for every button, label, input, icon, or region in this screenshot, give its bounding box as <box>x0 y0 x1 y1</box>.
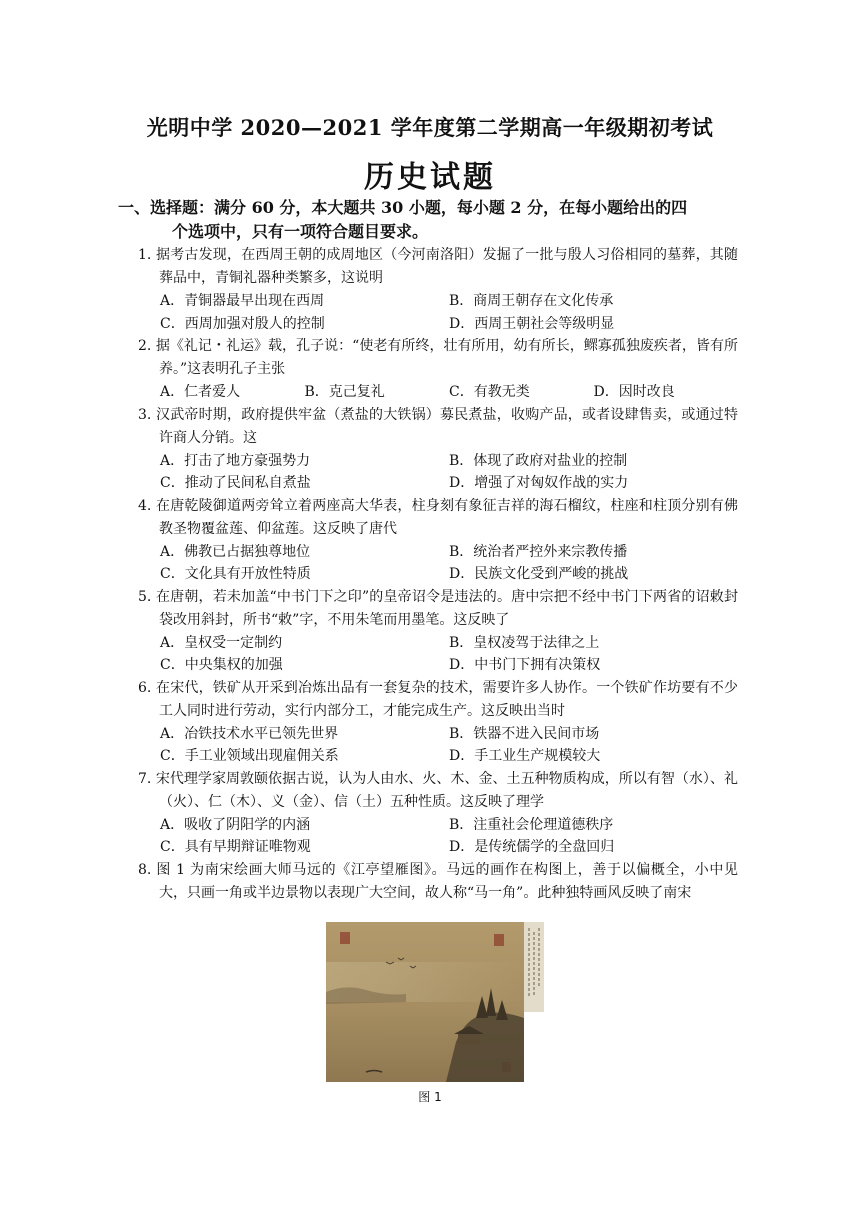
option-a: A．仁者爱人 <box>160 384 241 400</box>
option-d: D．西周王朝社会等级明显 <box>449 315 615 332</box>
option-c: C．具有早期辩证唯物观 <box>160 839 311 855</box>
option-b: B．注重社会伦理道德秩序 <box>449 816 614 833</box>
option-c: C．西周加强对殷人的控制 <box>160 315 325 332</box>
option-a: A．皇权受一定制约 <box>160 634 283 651</box>
option-b: B．铁器不进入民间市场 <box>449 725 600 742</box>
option-c: C．有教无类 <box>449 384 530 400</box>
painting-figure <box>326 922 544 1082</box>
question-stem: 2. 据《礼记・礼运》载，孔子说：“使老有所终，壮有所用，幼有所长，鳏寡孤独废疾者，皆有所养。”这表明孔子主张 <box>138 338 738 377</box>
option-a: A．冶铁技术水平已领先世界 <box>160 725 339 742</box>
option-c: C．手工业领域出现雇佣关系 <box>160 748 339 764</box>
option-group <box>138 381 738 404</box>
option-group <box>138 632 738 677</box>
option-d: D．中书门下拥有决策权 <box>449 657 601 673</box>
question-4 <box>138 495 738 586</box>
question-8 <box>138 859 738 905</box>
seal-stamp-2 <box>494 934 504 946</box>
option-d: D．是传统儒学的全盘回归 <box>449 839 615 855</box>
section-heading <box>118 196 766 244</box>
question-5 <box>138 586 738 677</box>
subject-title: 历史试题 <box>364 160 496 195</box>
option-b: B．克己复礼 <box>304 384 385 400</box>
option-d: D．民族文化受到严峻的挑战 <box>449 566 629 582</box>
question-7 <box>138 768 738 859</box>
question-3 <box>138 404 738 495</box>
option-d: D．因时改良 <box>593 384 675 400</box>
option-a: A．佛教已占据独尊地位 <box>160 543 311 560</box>
question-6 <box>138 677 738 768</box>
option-c: C．推动了民间私自煮盐 <box>160 475 311 491</box>
question-2 <box>138 335 738 404</box>
option-group <box>138 814 738 859</box>
figure-caption: 图 1 <box>418 1090 442 1104</box>
exam-title: 光明中学 2020—2021 学年度第二学期高一年级期初考试 <box>146 115 714 140</box>
option-b: B．体现了政府对盐业的控制 <box>449 452 628 469</box>
option-d: D．手工业生产规模较大 <box>449 748 601 764</box>
option-d: D．增强了对匈奴作战的实力 <box>449 475 629 491</box>
option-group <box>138 541 738 586</box>
option-group <box>138 723 738 768</box>
option-b: B．皇权凌驾于法律之上 <box>449 634 600 651</box>
question-stem: 6. 在宋代，铁矿从开采到冶炼出品有一套复杂的技术，需要许多人协作。一个铁矿作坊要有不少工人同时进行劳动，实行内部分工，才能完成生产。这反映出当时 <box>138 679 738 719</box>
question-list <box>138 244 738 905</box>
option-group <box>138 450 738 495</box>
option-a: A．吸收了阴阳学的内涵 <box>160 816 311 833</box>
question-stem: 7. 宋代理学家周敦颐依据古说，认为人由水、火、木、金、土五种物质构成，所以有智（水）、礼（火）、仁（木）、义（金）、信（土）五种性质。这反映了理学 <box>138 770 738 810</box>
question-stem: 4. 在唐乾陵御道两旁耸立着两座高大华表，柱身刻有象征吉祥的海石榴纹，柱座和柱顶分别有佛教圣物覆盆莲、仰盆莲。这反映了唐代 <box>138 497 738 537</box>
seal-stamp-1 <box>340 932 350 944</box>
section-heading-line-2: 个选项中，只有一项符合题目要求。 <box>172 222 429 241</box>
option-c: C．文化具有开放性特质 <box>160 566 311 582</box>
option-b: B．商周王朝存在文化传承 <box>449 293 614 309</box>
pavilion <box>458 1034 480 1044</box>
question-1 <box>138 244 738 335</box>
question-stem: 8. 图 1 为南宋绘画大师马远的《江亭望雁图》。马远的画作在构图上，善于以偏概全，小中见大，只画一角或半边景物以表现广大空间，故人称“马一角”。此种独特画风反映了南宋 <box>138 861 738 901</box>
question-stem: 3. 汉武帝时期，政府提供牢盆（煮盐的大铁锅）募民煮盐，收购产品，或者设肆售卖，或通过特许商人分销。这 <box>138 406 738 446</box>
question-stem: 5. 在唐朝，若未加盖“中书门下之印”的皇帝诏令是违法的。唐中宗把不经中书门下两省的诏敕封袋改用斜封，所书“敕”字，不用朱笔而用墨笔。这反映了 <box>138 588 738 628</box>
option-b: B．统治者严控外来宗教传播 <box>449 543 628 560</box>
option-a: A．打击了地方豪强势力 <box>160 452 311 469</box>
option-c: C．中央集权的加强 <box>160 657 283 673</box>
question-stem: 1. 据考古发现，在西周王朝的成周地区（今河南洛阳）发掘了一批与殷人习俗相同的墓葬，其随葬品中，青铜礼器种类繁多，这说明 <box>138 247 738 286</box>
option-a: A．青铜器最早出现在西周 <box>160 293 325 309</box>
option-group <box>138 290 738 335</box>
section-heading-line-1: 一、选择题：满分 60 分，本大题共 30 小题，每小题 2 分，在每小题给出的四 <box>118 198 688 217</box>
